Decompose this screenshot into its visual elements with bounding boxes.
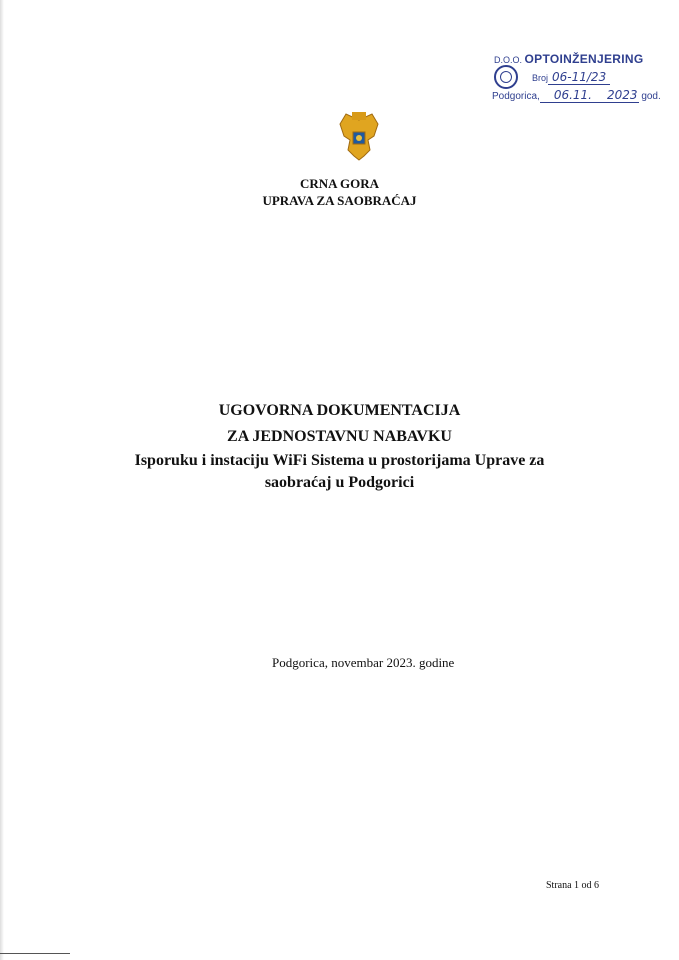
header-authority: UPRAVA ZA SAOBRAĆAJ [262, 193, 417, 208]
coat-of-arms-icon [336, 110, 382, 162]
title-line-2: ZA JEDNOSTAVNU NABAVKU [227, 428, 452, 445]
title-line-1: UGOVORNA DOKUMENTACIJA [218, 402, 461, 419]
stamp-number [532, 70, 610, 84]
stamp-date [492, 88, 661, 102]
page-number: Strana 1 od 6 [546, 880, 600, 891]
date-value: 06.11. [540, 88, 606, 103]
stamp-prefix: D.O.O. [494, 55, 523, 65]
scan-mark [0, 953, 70, 954]
title-line-3: Isporuku i instaciju WiFi Sistema u prostorijama Uprave za [134, 452, 545, 469]
year-suffix: god. [641, 91, 661, 102]
document-date: Podgorica, novembar 2023. godine [272, 655, 455, 670]
stamp-company [494, 52, 644, 66]
year-value: 2023 [606, 88, 638, 102]
broj-value: 06-11/23 [548, 70, 610, 85]
place-label: Podgorica, [492, 91, 540, 102]
company-logo-icon [494, 65, 518, 89]
title-line-4: saobraćaj u Podgorici [264, 474, 415, 491]
broj-label: Broj [532, 73, 549, 83]
stamp-company-name: OPTOINŽENJERING [524, 52, 644, 66]
header-country: CRNA GORA [299, 176, 380, 191]
